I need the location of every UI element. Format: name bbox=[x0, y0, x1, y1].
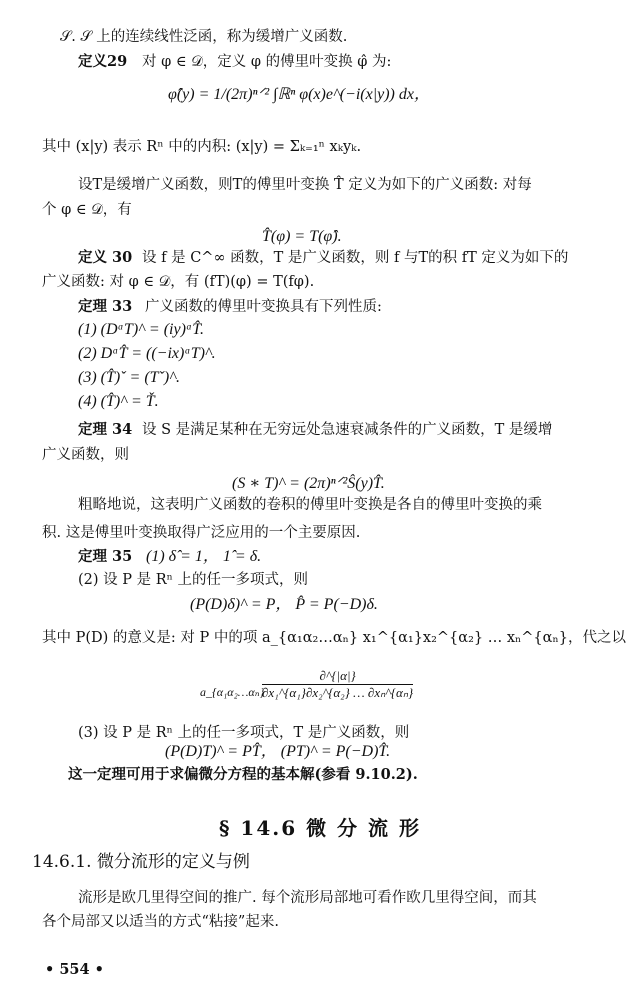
text-line: 积. 这是傅里叶变换取得广泛应用的一个主要原因. bbox=[42, 525, 361, 541]
definition-label: 定义29 bbox=[78, 53, 128, 70]
formula: (2) DᵅT̂ = ((−ix)ᵅT)^. bbox=[78, 345, 216, 362]
definition-label: 定义 30 bbox=[78, 249, 133, 266]
theorem-label: 定理 33 bbox=[78, 298, 133, 315]
text-line: 流形是欧几里得空间的推广. 每个流形局部地可看作欧几里得空间，而其 bbox=[78, 890, 537, 906]
partial-derivative-fraction bbox=[262, 668, 413, 701]
text-line: 其中 P(D) 的意义是: 对 P 中的项 a_{α₁α₂…αₙ} x₁^{α₁}x₂^{α₂} … xₙ^{αₙ}，代之以 bbox=[42, 630, 626, 646]
text-line: 设 S 是满足某种在无穷远处急速衰减条件的广义函数，T 是缓增 bbox=[142, 422, 553, 438]
text-line: 个 φ ∈ 𝒟，有 bbox=[42, 202, 132, 218]
formula: φ̂(y) = 1/(2π)ⁿᐟ² ∫ℝⁿ φ(x)e^(−i(x|y)) dx， bbox=[168, 86, 430, 103]
formula: (4) (T̂)^ = Ť. bbox=[78, 393, 159, 410]
fraction-denominator: ∂x₁^{α₁}∂x₂^{α₂} … ∂xₙ^{αₙ} bbox=[262, 685, 414, 700]
formula: (1) (DᵅT)^ = (iy)ᵅT̂. bbox=[78, 321, 204, 338]
text-line: 各个局部又以适当的方式“粘接”起来. bbox=[42, 914, 279, 930]
text-line: 广义函数: 对 φ ∈ 𝒟，有 (fT)(φ) = T(fφ). bbox=[42, 274, 315, 290]
fraction-numerator: ∂^{|α|} bbox=[319, 668, 356, 683]
formula: (S ∗ T)^ = (2π)ⁿᐟ²Ŝ(y)T̂. bbox=[232, 475, 385, 492]
formula: (3) (T̂)ˇ = (Tˇ)^. bbox=[78, 369, 180, 386]
formula: (1) δ̂ = 1， 1̂ = δ. bbox=[146, 548, 262, 565]
text-line: (3) 设 P 是 Rⁿ 上的任一多项式，T 是广义函数，则 bbox=[78, 725, 410, 741]
formula: T̂(φ) = T(φ̂). bbox=[262, 228, 342, 245]
text-line: 粗略地说，这表明广义函数的卷积的傅里叶变换是各自的傅里叶变换的乘 bbox=[78, 497, 542, 513]
text-line: 广义函数，则 bbox=[42, 447, 129, 463]
text-line: 设T是缓增广义函数，则T的傅里叶变换 T̂ 定义为如下的广义函数: 对每 bbox=[78, 177, 532, 193]
text-line: (2) 设 P 是 Rⁿ 上的任一多项式，则 bbox=[78, 572, 309, 588]
text-line: 这一定理可用于求偏微分方程的基本解(参看 9.10.2). bbox=[68, 766, 418, 783]
formula-coefficient: a_{α₁α₂…αₙ} bbox=[200, 685, 265, 699]
theorem-label: 定理 35 bbox=[78, 548, 133, 565]
page-number: • 554 • bbox=[45, 961, 104, 978]
formula: (P(D)δ)^ = P， P̂ = P(−D)δ. bbox=[190, 596, 378, 613]
subsection-heading: 14.6.1. 微分流形的定义与例 bbox=[32, 852, 250, 872]
formula: (P(D)T)^ = PT̂， (PT)^ = P(−D)T̂. bbox=[165, 743, 391, 760]
text-line: 广义函数的傅里叶变换具有下列性质: bbox=[145, 299, 382, 315]
text-line: 𝒮. 𝒮 上的连续线性泛函，称为缓增广义函数. bbox=[60, 29, 348, 45]
text-line: 设 f 是 C^∞ 函数，T 是广义函数，则 f 与T的积 fT 定义为如下的 bbox=[142, 250, 569, 266]
text-line: 对 φ ∈ 𝒟，定义 φ 的傅里叶变换 φ̂ 为: bbox=[142, 54, 392, 70]
theorem-label: 定理 34 bbox=[78, 421, 133, 438]
text-line: 其中 (x|y) 表示 Rⁿ 中的内积: (x|y) = Σₖ₌₁ⁿ xₖyₖ. bbox=[42, 139, 362, 155]
section-heading: § 14.6 微 分 流 形 bbox=[219, 816, 421, 840]
